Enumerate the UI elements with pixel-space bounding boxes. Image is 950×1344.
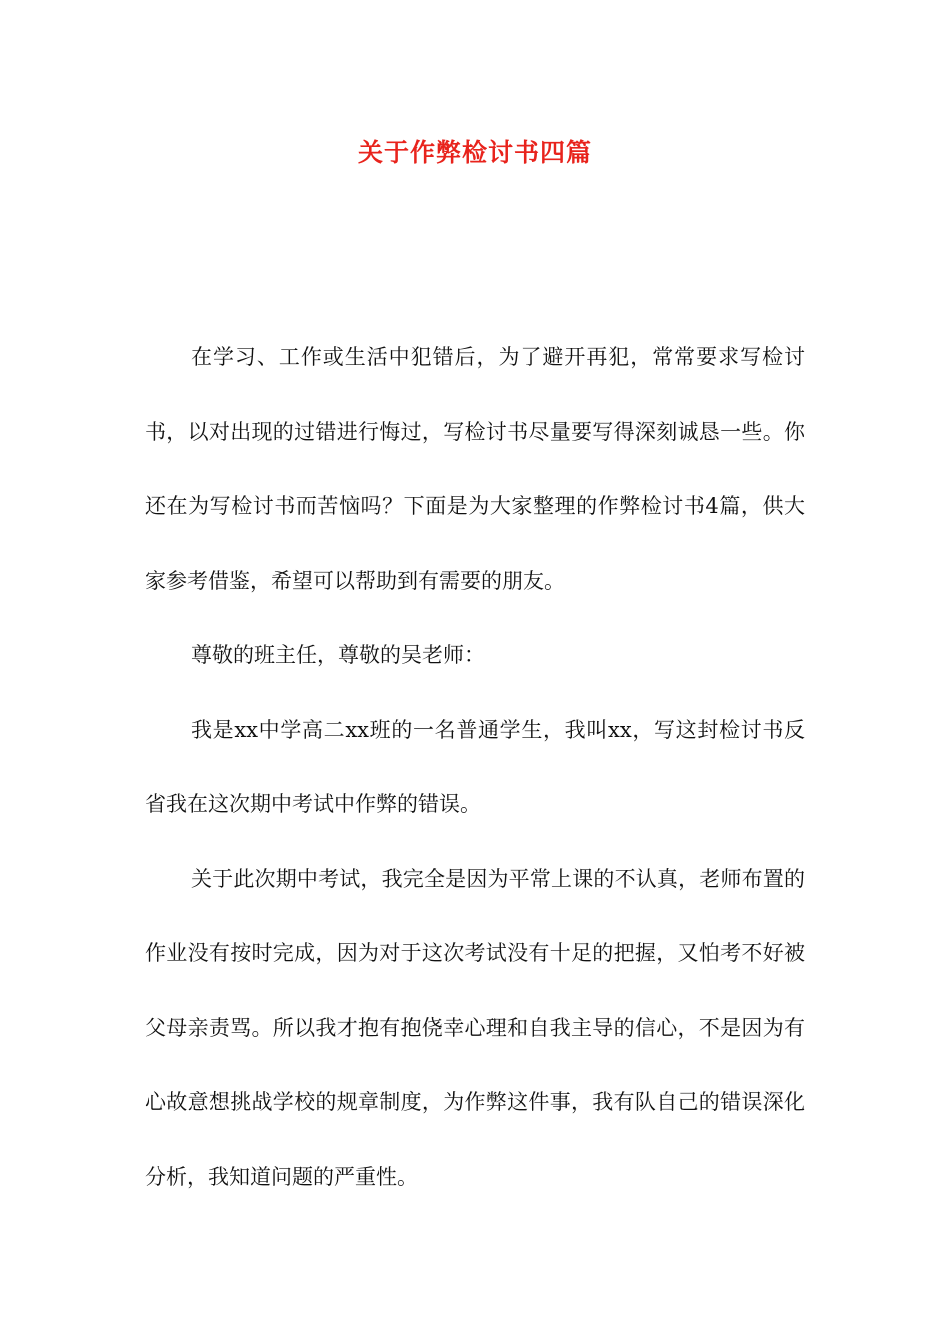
document-title: 关于作弊检讨书四篇	[357, 138, 592, 167]
paragraph-self-introduction: 我是xx中学高二xx班的一名普通学生，我叫xx，写这封检讨书反省我在这次期中考试中作弊的错误。	[145, 717, 805, 816]
document-body	[145, 320, 805, 1214]
paragraph-reflection: 关于此次期中考试，我完全是因为平常上课的不认真，老师布置的作业没有按时完成，因为对于这次考试没有十足的把握，又怕考不好被父母亲责骂。所以我才抱有抱侥幸心理和自我主导的信心，不是因为有心故意想挑战学校的规章制度，为作弊这件事，我有队自己的错误深化分析，我知道问题的严重性。	[145, 866, 805, 1189]
paragraph-intro: 在学习、工作或生活中犯错后，为了避开再犯，常常要求写检讨书，以对出现的过错进行悔过，写检讨书尽量要写得深刻诚恳一些。你还在为写检讨书而苦恼吗？下面是为大家整理的作弊检讨书4篇，供大家参考借鉴，希望可以帮助到有需要的朋友。	[145, 345, 805, 593]
paragraph-salutation: 尊敬的班主任，尊敬的吴老师：	[191, 643, 485, 667]
